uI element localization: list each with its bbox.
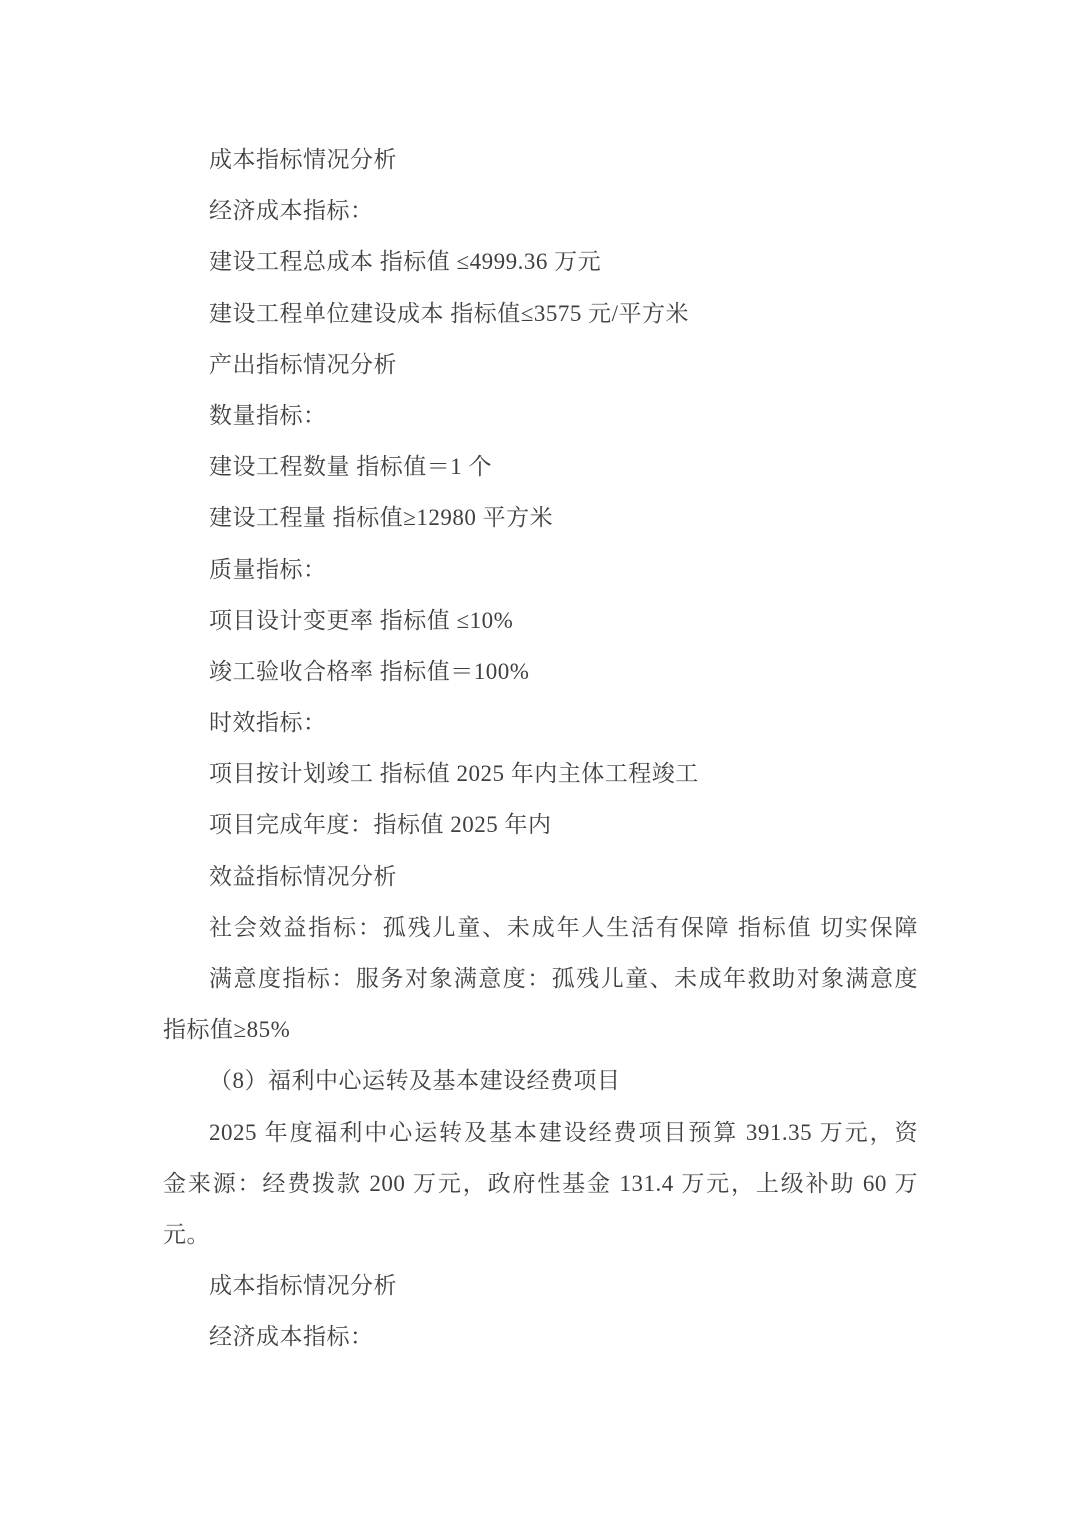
text-line: 建设工程量 指标值≥12980 平方米 xyxy=(209,505,554,531)
text-line: 指标值≥85% xyxy=(163,1017,291,1043)
text-line: 项目完成年度：指标值 2025 年内 xyxy=(209,812,552,838)
text-line: 2025 年度福利中心运转及基本建设经费项目预算 391.35 万元，资 xyxy=(209,1119,918,1145)
text-line: 成本指标情况分析 xyxy=(209,147,397,172)
text-line: 竣工验收合格率 指标值＝100% xyxy=(209,658,530,684)
text-line: （8）福利中心运转及基本建设经费项目 xyxy=(209,1068,621,1094)
text-line: 社会效益指标：孤残儿童、未成年人生活有保障 指标值 切实保障 xyxy=(209,914,918,940)
text-line: 产出指标情况分析 xyxy=(209,351,397,377)
text-line: 效益指标情况分析 xyxy=(209,863,397,889)
text-line: 建设工程数量 指标值＝1 个 xyxy=(209,454,492,480)
text-line: 质量指标： xyxy=(209,556,327,582)
text-line: 数量指标： xyxy=(209,402,327,428)
document-body xyxy=(163,134,918,1363)
text-line: 满意度指标：服务对象满意度：孤残儿童、未成年救助对象满意度 xyxy=(209,966,918,991)
text-line: 经济成本指标： xyxy=(209,1324,374,1350)
text-line: 时效指标： xyxy=(209,710,327,736)
text-line: 建设工程总成本 指标值 ≤4999.36 万元 xyxy=(209,249,602,275)
text-line: 经济成本指标： xyxy=(209,198,374,224)
text-line: 成本指标情况分析 xyxy=(209,1273,397,1299)
text-line: 金来源：经费拨款 200 万元，政府性基金 131.4 万元，上级补助 60 万 xyxy=(163,1170,918,1196)
text-line: 元。 xyxy=(163,1221,210,1247)
text-line: 建设工程单位建设成本 指标值≤3575 元/平方米 xyxy=(209,300,690,326)
text-line: 项目按计划竣工 指标值 2025 年内主体工程竣工 xyxy=(209,761,699,787)
text-line: 项目设计变更率 指标值 ≤10% xyxy=(209,607,514,633)
